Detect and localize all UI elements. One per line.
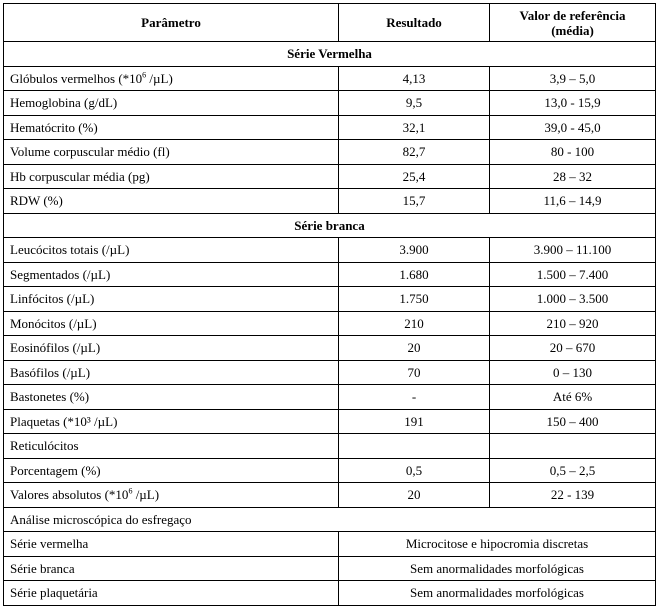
table-row <box>4 42 656 67</box>
reference-cell: Até 6% <box>490 385 656 410</box>
param-text: Glóbulos vermelhos (*10 <box>10 70 143 86</box>
table-body <box>4 42 656 606</box>
table-row <box>4 115 656 140</box>
table-row <box>4 507 656 532</box>
result-cell: 1.750 <box>339 287 490 312</box>
reference-cell: 210 – 920 <box>490 311 656 336</box>
reference-cell: 1.500 – 7.400 <box>490 262 656 287</box>
table-row <box>4 458 656 483</box>
reference-cell: 39,0 - 45,0 <box>490 115 656 140</box>
table-row <box>4 532 656 557</box>
reference-cell: 0,5 – 2,5 <box>490 458 656 483</box>
param-cell: Hematócrito (%) <box>4 115 339 140</box>
result-cell: 1.680 <box>339 262 490 287</box>
reference-cell: 80 - 100 <box>490 140 656 165</box>
table-row <box>4 385 656 410</box>
result-cell <box>339 434 490 459</box>
finding-cell: Sem anormalidades morfológicas <box>339 581 656 606</box>
result-cell: 0,5 <box>339 458 490 483</box>
param-cell: Bastonetes (%) <box>4 385 339 410</box>
param-cell: Plaquetas (*10³ /µL) <box>4 409 339 434</box>
table-row <box>4 238 656 263</box>
param-cell: Monócitos (/µL) <box>4 311 339 336</box>
result-cell: 20 <box>339 336 490 361</box>
param-text: Valores absolutos (*10 <box>10 487 129 503</box>
param-cell: Eosinófilos (/µL) <box>4 336 339 361</box>
table-row <box>4 189 656 214</box>
finding-cell: Sem anormalidades morfológicas <box>339 556 656 581</box>
header-row <box>4 4 656 42</box>
table-row <box>4 360 656 385</box>
table-row <box>4 483 656 508</box>
reference-cell: 3.900 – 11.100 <box>490 238 656 263</box>
param-unit: /µL) <box>132 487 160 503</box>
reference-cell: 20 – 670 <box>490 336 656 361</box>
result-cell: 32,1 <box>339 115 490 140</box>
reference-cell: 22 - 139 <box>490 483 656 508</box>
result-cell: 3.900 <box>339 238 490 263</box>
reference-cell: 11,6 – 14,9 <box>490 189 656 214</box>
table-row <box>4 164 656 189</box>
result-cell: 20 <box>339 483 490 508</box>
param-cell <box>4 66 339 91</box>
param-cell: Hb corpuscular média (pg) <box>4 164 339 189</box>
section-heading: Série Vermelha <box>4 42 656 67</box>
result-cell: 9,5 <box>339 91 490 116</box>
param-cell: Reticulócitos <box>4 434 339 459</box>
param-cell: Leucócitos totais (/µL) <box>4 238 339 263</box>
result-cell: 191 <box>339 409 490 434</box>
table-row <box>4 262 656 287</box>
table-row <box>4 434 656 459</box>
param-cell: Volume corpuscular médio (fl) <box>4 140 339 165</box>
table-row <box>4 140 656 165</box>
header-reference-line2: (média) <box>551 22 594 38</box>
table-row <box>4 581 656 606</box>
table-row <box>4 409 656 434</box>
hemogram-table <box>3 3 656 606</box>
header-param: Parâmetro <box>4 4 339 42</box>
param-cell: RDW (%) <box>4 189 339 214</box>
result-cell: - <box>339 385 490 410</box>
table-row <box>4 311 656 336</box>
param-unit: /µL) <box>146 70 173 86</box>
result-cell: 25,4 <box>339 164 490 189</box>
full-row-label: Análise microscópica do esfregaço <box>4 507 656 532</box>
header-reference <box>490 4 656 42</box>
param-cell: Série plaquetária <box>4 581 339 606</box>
header-result: Resultado <box>339 4 490 42</box>
reference-cell: 0 – 130 <box>490 360 656 385</box>
reference-cell: 150 – 400 <box>490 409 656 434</box>
param-exponent: 6 <box>128 486 133 496</box>
result-cell: 15,7 <box>339 189 490 214</box>
table-row <box>4 213 656 238</box>
result-cell: 4,13 <box>339 66 490 91</box>
reference-cell: 28 – 32 <box>490 164 656 189</box>
param-cell: Série vermelha <box>4 532 339 557</box>
table-row <box>4 336 656 361</box>
table-row <box>4 66 656 91</box>
reference-cell: 3,9 – 5,0 <box>490 66 656 91</box>
result-cell: 210 <box>339 311 490 336</box>
finding-cell: Microcitose e hipocromia discretas <box>339 532 656 557</box>
header-reference-line1: Valor de referência <box>519 7 626 23</box>
result-cell: 70 <box>339 360 490 385</box>
param-cell: Segmentados (/µL) <box>4 262 339 287</box>
param-cell: Porcentagem (%) <box>4 458 339 483</box>
reference-cell <box>490 434 656 459</box>
param-cell <box>4 483 339 508</box>
section-heading: Série branca <box>4 213 656 238</box>
param-exponent: 6 <box>142 70 147 80</box>
param-cell: Série branca <box>4 556 339 581</box>
param-cell: Hemoglobina (g/dL) <box>4 91 339 116</box>
table-row <box>4 91 656 116</box>
param-cell: Linfócitos (/µL) <box>4 287 339 312</box>
result-cell: 82,7 <box>339 140 490 165</box>
table-row <box>4 556 656 581</box>
reference-cell: 13,0 - 15,9 <box>490 91 656 116</box>
reference-cell: 1.000 – 3.500 <box>490 287 656 312</box>
table-row <box>4 287 656 312</box>
param-cell: Basófilos (/µL) <box>4 360 339 385</box>
